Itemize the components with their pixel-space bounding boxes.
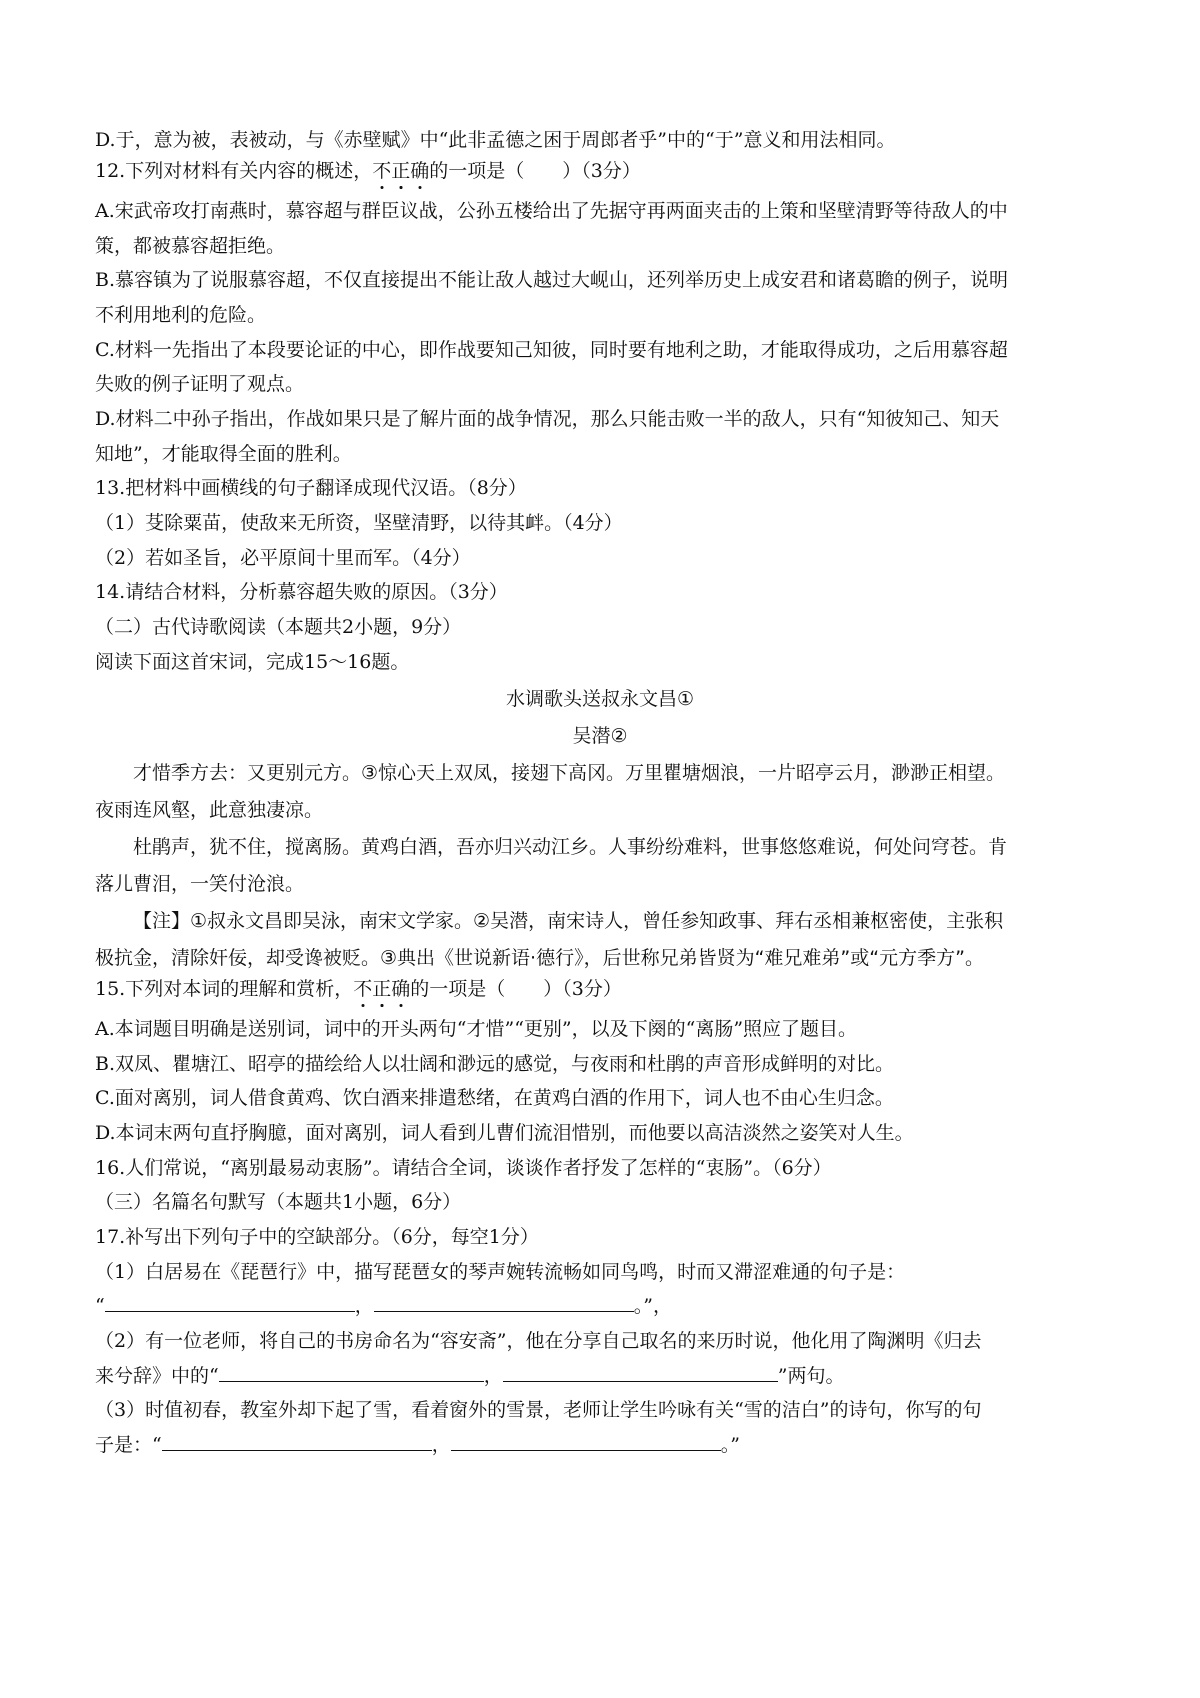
option-12d-line1: D.材料二中孙子指出，作战如果只是了解片面的战争情况，那么只能击败一半的敌人，只有“知彼知己、知天 bbox=[95, 408, 1000, 430]
poem-stanza2-line1: 杜鹃声，犹不住，搅离肠。黄鸡白酒，吾亦归兴动江乡。人事纷纷难料，世事悠悠难说，何处问穹苍。肯 bbox=[133, 836, 1008, 858]
question-17: 17.补写出下列句子中的空缺部分。（6分，每空1分） bbox=[95, 1226, 539, 1248]
question-17-1-blanks: “ ， 。”， bbox=[95, 1295, 672, 1317]
question-12 bbox=[95, 158, 1115, 184]
option-12a-line1: A.宋武帝攻打南燕时，慕容超与群臣议战，公孙五楼给出了先据守再两面夹击的上策和坚壁清野等待敌人的中 bbox=[95, 200, 1008, 222]
question-17-2-line1: （2）有一位老师，将自己的书房命名为“容安斋”，他在分享自己取名的来历时说，他化用了陶渊明《归去 bbox=[95, 1330, 982, 1352]
question-17-3-line1: （3）时值初春，教室外却下起了雪，看着窗外的雪景，老师让学生吟咏有关“雪的洁白”的诗句，你写的句 bbox=[95, 1399, 982, 1421]
option-12a-line2: 策，都被慕容超拒绝。 bbox=[95, 235, 286, 257]
question-16: 16.人们常说，“离别最易动衷肠”。请结合全词，谈谈作者抒发了怎样的“衷肠”。（6分） bbox=[95, 1157, 832, 1179]
option-15d: D.本词末两句直抒胸臆，面对离别，词人看到儿曹们流泪惜别，而他要以高洁淡然之姿笑对人生。 bbox=[95, 1122, 914, 1144]
answer-blank-2[interactable] bbox=[374, 1293, 634, 1312]
question-13-2: （2）若如圣旨，必平原间十里而军。（4分） bbox=[95, 547, 471, 569]
answer-blank-1[interactable] bbox=[105, 1293, 355, 1312]
poem-stanza1-line2: 夜雨连风壑，此意独凄凉。 bbox=[95, 799, 324, 821]
poem-notes-line2: 极抗金，清除奸佞，却受谗被贬。③典出《世说新语·德行》，后世称兄弟皆贤为“难兄难弟”或“元方季方”。 bbox=[95, 947, 984, 969]
poem-notes-line1: 【注】①叔永文昌即吴泳，南宋文学家。②吴潜，南宋诗人，曾任参知政事、拜右丞相兼枢密使，主张积 bbox=[133, 910, 1004, 932]
option-12d-line2: 知地”，才能取得全面的胜利。 bbox=[95, 443, 352, 465]
answer-blank-3[interactable] bbox=[219, 1363, 484, 1382]
question-14: 14.请结合材料，分析慕容超失败的原因。（3分） bbox=[95, 581, 508, 603]
question-15 bbox=[95, 976, 1115, 1002]
option-12c-line1: C.材料一先指出了本段要论证的中心，即作战要知己知彼，同时要有地利之助，才能取得成功，之后用慕容超 bbox=[95, 339, 1008, 361]
question-13-1: （1）芟除粟苗，使敌来无所资，坚壁清野，以待其衅。（4分） bbox=[95, 512, 623, 534]
emphasis-not-correct: 不正确 bbox=[372, 160, 430, 182]
option-12b-line1: B.慕容镇为了说服慕容超，不仅直接提出不能让敌人越过大岘山，还列举历史上成安君和诸葛瞻的例子，说明 bbox=[95, 269, 1009, 291]
emphasis-not-correct: 不正确 bbox=[353, 978, 411, 1000]
question-12-tail: 的一项是（ ）（3分） bbox=[429, 160, 641, 182]
question-17-3-blanks: 子是：“ ， 。” bbox=[95, 1434, 740, 1456]
question-13: 13.把材料中画横线的句子翻译成现代汉语。（8分） bbox=[95, 477, 527, 499]
question-15-stem: 15.下列对本词的理解和赏析， bbox=[95, 978, 354, 1000]
poem-stanza1-line1: 才惜季方去：又更别元方。③惊心天上双凤，接翅下高冈。万里瞿塘烟浪，一片昭亭云月，渺渺正相望。 bbox=[133, 762, 1006, 784]
option-15c: C.面对离别，词人借食黄鸡、饮白酒来排遣愁绪，在黄鸡白酒的作用下，词人也不由心生归念。 bbox=[95, 1087, 894, 1109]
poem-title: 水调歌头送叔永文昌① bbox=[505, 688, 695, 710]
option-15a: A.本词题目明确是送别词，词中的开头两句“才惜”“更别”，以及下阕的“离肠”照应了题目。 bbox=[95, 1018, 858, 1040]
poem-stanza2-line2: 落儿曹泪，一笑付沧浪。 bbox=[95, 873, 305, 895]
poetry-instruction: 阅读下面这首宋词，完成15～16题。 bbox=[95, 651, 410, 673]
question-15-tail: 的一项是（ ）（3分） bbox=[410, 978, 622, 1000]
question-17-2-blanks: 来兮辞》中的“ ， ”两句。 bbox=[95, 1365, 845, 1387]
answer-blank-6[interactable] bbox=[451, 1432, 721, 1451]
poem-author: 吴潜② bbox=[572, 725, 628, 747]
question-12-stem: 12.下列对材料有关内容的概述， bbox=[95, 160, 373, 182]
section-recitation-heading: （三）名篇名句默写（本题共1小题，6分） bbox=[95, 1191, 462, 1213]
option-15b: B.双凤、瞿塘江、昭亭的描绘给人以壮阔和渺远的感觉，与夜雨和杜鹃的声音形成鲜明的对比。 bbox=[95, 1053, 895, 1075]
option-12c-line2: 失败的例子证明了观点。 bbox=[95, 373, 305, 395]
option-11d: D.于，意为被，表被动，与《赤壁赋》中“此非孟德之困于周郎者乎”中的“于”意义和用法相同。 bbox=[95, 129, 896, 151]
answer-blank-4[interactable] bbox=[503, 1363, 778, 1382]
question-17-1: （1）白居易在《琵琶行》中，描写琵琶女的琴声婉转流畅如同鸟鸣，时而又滞涩难通的句子是： bbox=[95, 1261, 906, 1283]
answer-blank-5[interactable] bbox=[162, 1432, 432, 1451]
option-12b-line2: 不利用地利的危险。 bbox=[95, 304, 267, 326]
section-poetry-heading: （二）古代诗歌阅读（本题共2小题，9分） bbox=[95, 616, 462, 638]
